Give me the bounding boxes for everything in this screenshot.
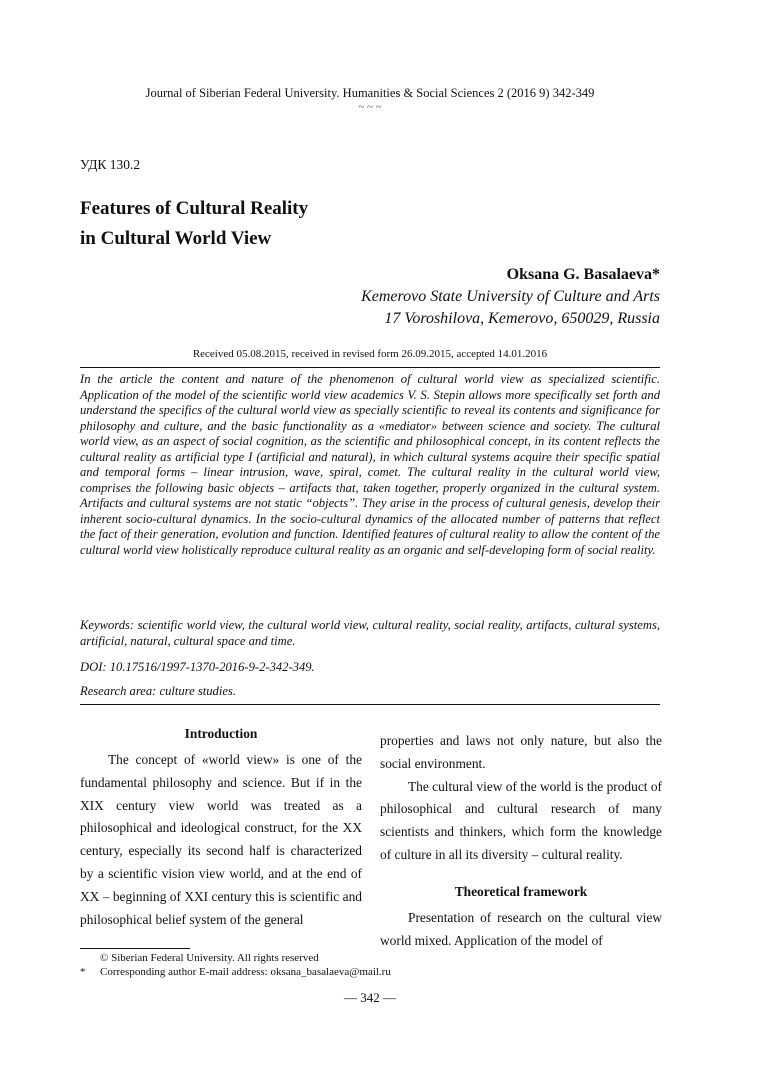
footnote-copyright: [80, 951, 660, 965]
received-dates: Received 05.08.2015, received in revised form 26.09.2015, accepted 14.01.2016: [192, 348, 548, 360]
header-separator: ~ ~ ~: [358, 101, 382, 113]
abstract-bottom-rule: [80, 704, 660, 705]
title-line-1: Features of Cultural Reality: [80, 198, 309, 219]
author-affiliation: Kemerovo State University of Culture and Arts: [361, 288, 660, 305]
section-heading-theoretical-framework: Theoretical framework: [454, 883, 588, 899]
keywords: Keywords: scientific world view, the cultural world view, cultural reality, social reality, artifacts, cultural systems, artificial, natural, cultural space and time.: [80, 618, 660, 648]
footnote-rule: [80, 948, 190, 949]
footnotes: [80, 951, 660, 979]
corresponding-author-text: Corresponding author E-mail address: oksana_basalaeva@mail.ru: [100, 966, 391, 978]
title-line-2: in Cultural World View: [80, 228, 272, 249]
author-block: [361, 264, 660, 330]
paragraph-cultural-view: The cultural view of the world is the product of philosophical and cultural research of many scientists and thinkers, which form the knowledge of culture in all its diversity – cultural reality.: [380, 778, 662, 862]
article-page: [80, 0, 660, 1080]
body-column-left: [80, 725, 362, 931]
paragraph-continuation: properties and laws not only nature, but also the social environment.: [380, 733, 662, 771]
copyright-text: © Siberian Federal University. All rights reserved: [100, 952, 319, 964]
abstract: In the article the content and nature of the phenomenon of cultural world view as specialized scientific. Application of the model of the scientific world view academics V. S. Stepin allows more specifically set forth and understand the specifics of the cultural world view as specially scientific to reveal its contents and significance for philosophy and culture, and the basic functionality as a «mediator» between science and society. The cultural world view, as an aspect of social cognition, as the scientific and philosophical concept, in its content reflects the cultural reality as artificial type I (artificial and natural), in which cultural systems acquire their specific spatial and temporal forms – linear intrusion, wave, spiral, comet. The cultural reality in the cultural world view, comprises the following basic objects – artifacts that, taken together, properly organized in the cultural system. Artifacts and cultural systems are not static “objects”. They arise in the process of cultural genesis, develop their inherent socio-cultural dynamics. In the socio-cultural dynamics of the allocated number of patterns that reflect the fact of their generation, evolution and function. Identified features of cultural reality to allow the content of the cultural world view holistically reproduce cultural reality as an organic and self-developing form of social reality.: [80, 372, 660, 557]
abstract-top-rule: [80, 367, 660, 368]
research-area: Research area: culture studies.: [80, 684, 236, 698]
udk-code: УДК 130.2: [80, 157, 141, 172]
body-column-right: [380, 730, 662, 952]
page-number: — 342 —: [344, 990, 396, 1005]
journal-header: Journal of Siberian Federal University. Humanities & Social Sciences 2 (2016 9) 342-349: [145, 86, 595, 100]
doi: DOI: 10.17516/1997-1370-2016-9-2-342-349.: [80, 660, 315, 674]
paragraph-theoretical: Presentation of research on the cultural view world mixed. Application of the model of: [380, 909, 662, 948]
paragraph-introduction: The concept of «world view» is one of the fundamental philosophy and science. But if in the XIX century view world was treated as a philosophical and ideological construct, for the XX century, especially its second half is characterized by a scientific vision view world, and at the end of XX – beginning of XXI century this is scientific and philosophical belief system of the general: [80, 752, 362, 927]
footnote-corresponding: [80, 965, 660, 979]
article-title: [80, 194, 308, 254]
author-address: 17 Voroshilova, Kemerovo, 650029, Russia: [384, 310, 660, 327]
section-heading-introduction: Introduction: [184, 726, 258, 741]
author-name: Oksana G. Basalaeva*: [506, 266, 660, 283]
footnote-mark: *: [80, 966, 86, 978]
